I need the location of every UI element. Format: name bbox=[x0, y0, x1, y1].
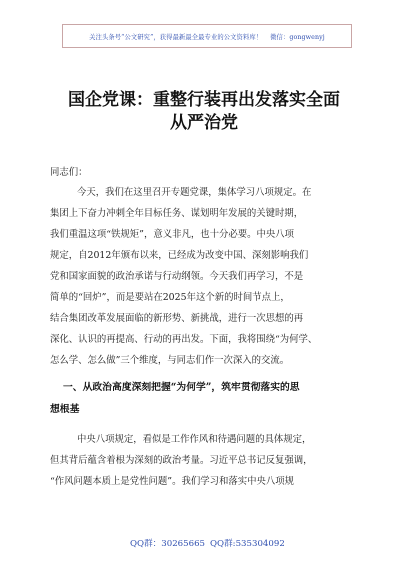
paragraph-1-line-4: 规定，自2012年颁布以来，已经成为改变中国、深刻影响我们 bbox=[50, 250, 309, 261]
paragraph-1-line-3: 我们重温这项“铁规矩”，意义非凡，也十分必要。中央八项 bbox=[50, 229, 294, 240]
paragraph-1-line-6: 简单的“回炉”，而是要站在2025年这个新的时间节点上， bbox=[50, 292, 290, 303]
section-heading-line-1: 一、从政治高度深刻把握“为何学”，筑牢贯彻落实的思 bbox=[63, 382, 300, 393]
paragraph-1-line-8: 深化、认识的再提高、行动的再出发。下面，我将围绕“为何学、 bbox=[50, 334, 318, 345]
document-title-line-1: 国企党课：重整行装再出发落实全面 bbox=[68, 90, 340, 110]
paragraph-1-line-5: 党和国家面貌的政治承诺与行动纲领。今天我们再学习，不是 bbox=[50, 271, 304, 282]
paragraph-1-line-2: 集团上下奋力冲刺全年目标任务、谋划明年发展的关键时期， bbox=[50, 208, 304, 219]
section-heading-line-2: 想根基 bbox=[50, 404, 80, 415]
paragraph-1-line-9: 怎么学、怎么做”三个维度，与同志们作一次深入的交流。 bbox=[50, 355, 290, 366]
footer-qq-group-2: QQ群:535304092 bbox=[210, 539, 285, 549]
paragraph-2-line-3: “作风问题本质上是党性问题”。我们学习和落实中央八项规 bbox=[50, 476, 294, 487]
paragraph-2-line-1: 中央八项规定，看似是工作作风和待遇问题的具体规定， bbox=[77, 434, 312, 445]
promo-banner bbox=[62, 24, 352, 48]
promo-banner-text: 关注头条号“公文研究”，获得最新最全最专业的公文资料库！ bbox=[89, 33, 263, 41]
document-title-line-2: 从严治党 bbox=[170, 113, 238, 133]
footer-qq-group-1: QQ群：30265665 bbox=[130, 539, 206, 549]
greeting: 同志们： bbox=[50, 167, 88, 178]
promo-banner-wechat: 微信：gongwenyj bbox=[270, 33, 325, 41]
paragraph-2-line-2: 但其背后蕴含着根为深刻的政治考量。习近平总书记反复强调， bbox=[50, 455, 313, 466]
paragraph-1-line-1: 今天，我们在这里召开专题党课，集体学习八项规定。在 bbox=[77, 187, 312, 198]
paragraph-1-line-7: 结合集团改革发展面临的新形势、新挑战，进行一次思想的再 bbox=[50, 313, 304, 324]
